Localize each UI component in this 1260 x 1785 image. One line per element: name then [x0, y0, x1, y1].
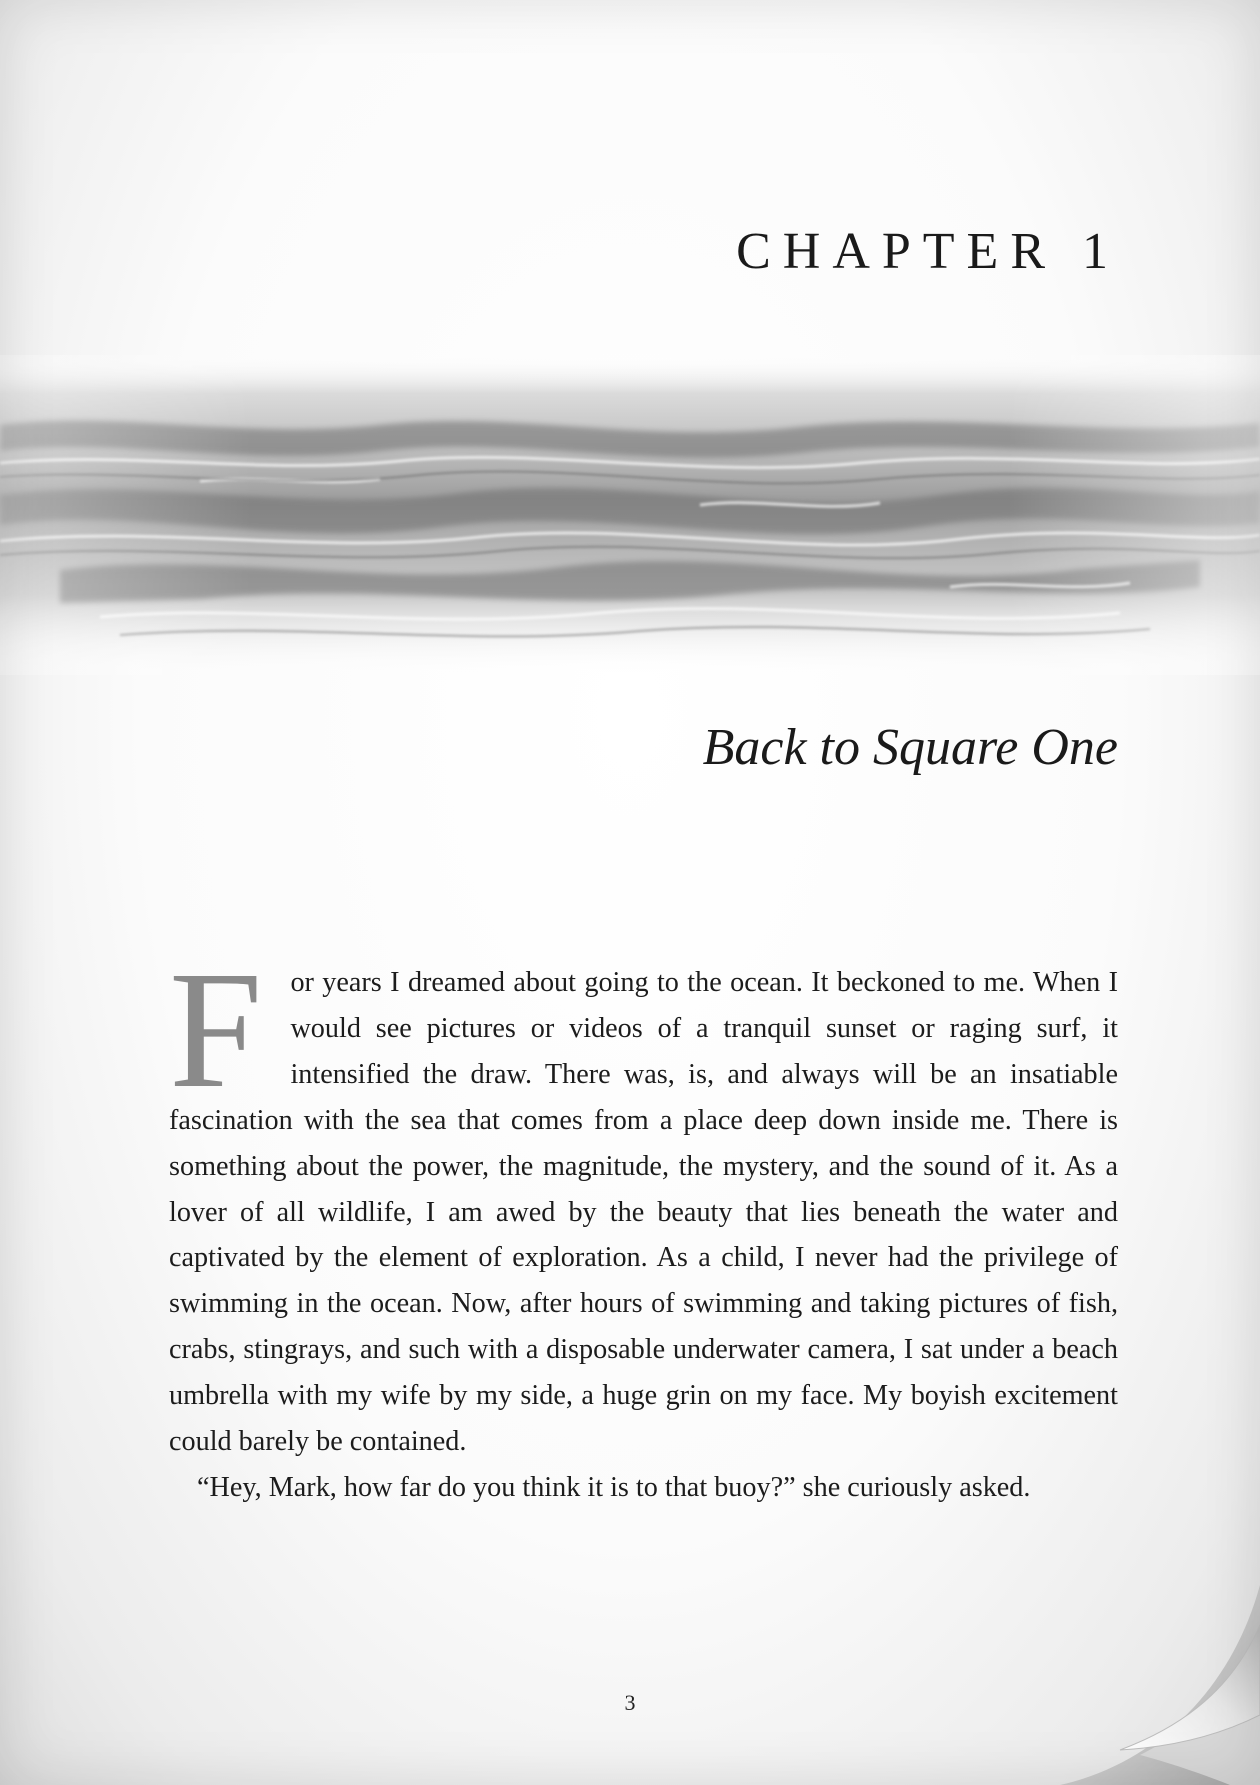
paragraph-1-text: or years I dreamed about going to the ocean. It beckoned to me. When I would see pictures or videos of a tranquil sunset or raging surf, it intensified the draw. There was, is, and always will be an insatiable fascination with the sea that comes from a place deep down inside me. There is something about the power, the magnitude, the mystery, and the sound of it. As a lover of all wildlife, I am awed by the beauty that lies beneath the water and captivated by the element of exploration. As a child, I never had the privilege of swimming in the ocean. Now, after hours of swimming and taking pictures of fish, crabs, stingrays, and such with a disposable underwater camera, I sat under a beach umbrella with my wife by my side, a huge grin on my face. My boyish excitement could barely be contained.: [169, 967, 1118, 1458]
page-curl-corner: [1000, 1525, 1260, 1785]
body-text: [169, 937, 1118, 1511]
paragraph-2: “Hey, Mark, how far do you think it is to that buoy?” she curiously asked.: [197, 1471, 1031, 1503]
chapter-heading: CHAPTER 1: [736, 223, 1120, 280]
ocean-waves-image: [0, 355, 1260, 675]
paragraph-1: [169, 937, 1118, 1465]
page-number: 3: [624, 1690, 636, 1715]
chapter-title: Back to Square One: [702, 719, 1118, 776]
drop-cap: F: [169, 937, 263, 1123]
